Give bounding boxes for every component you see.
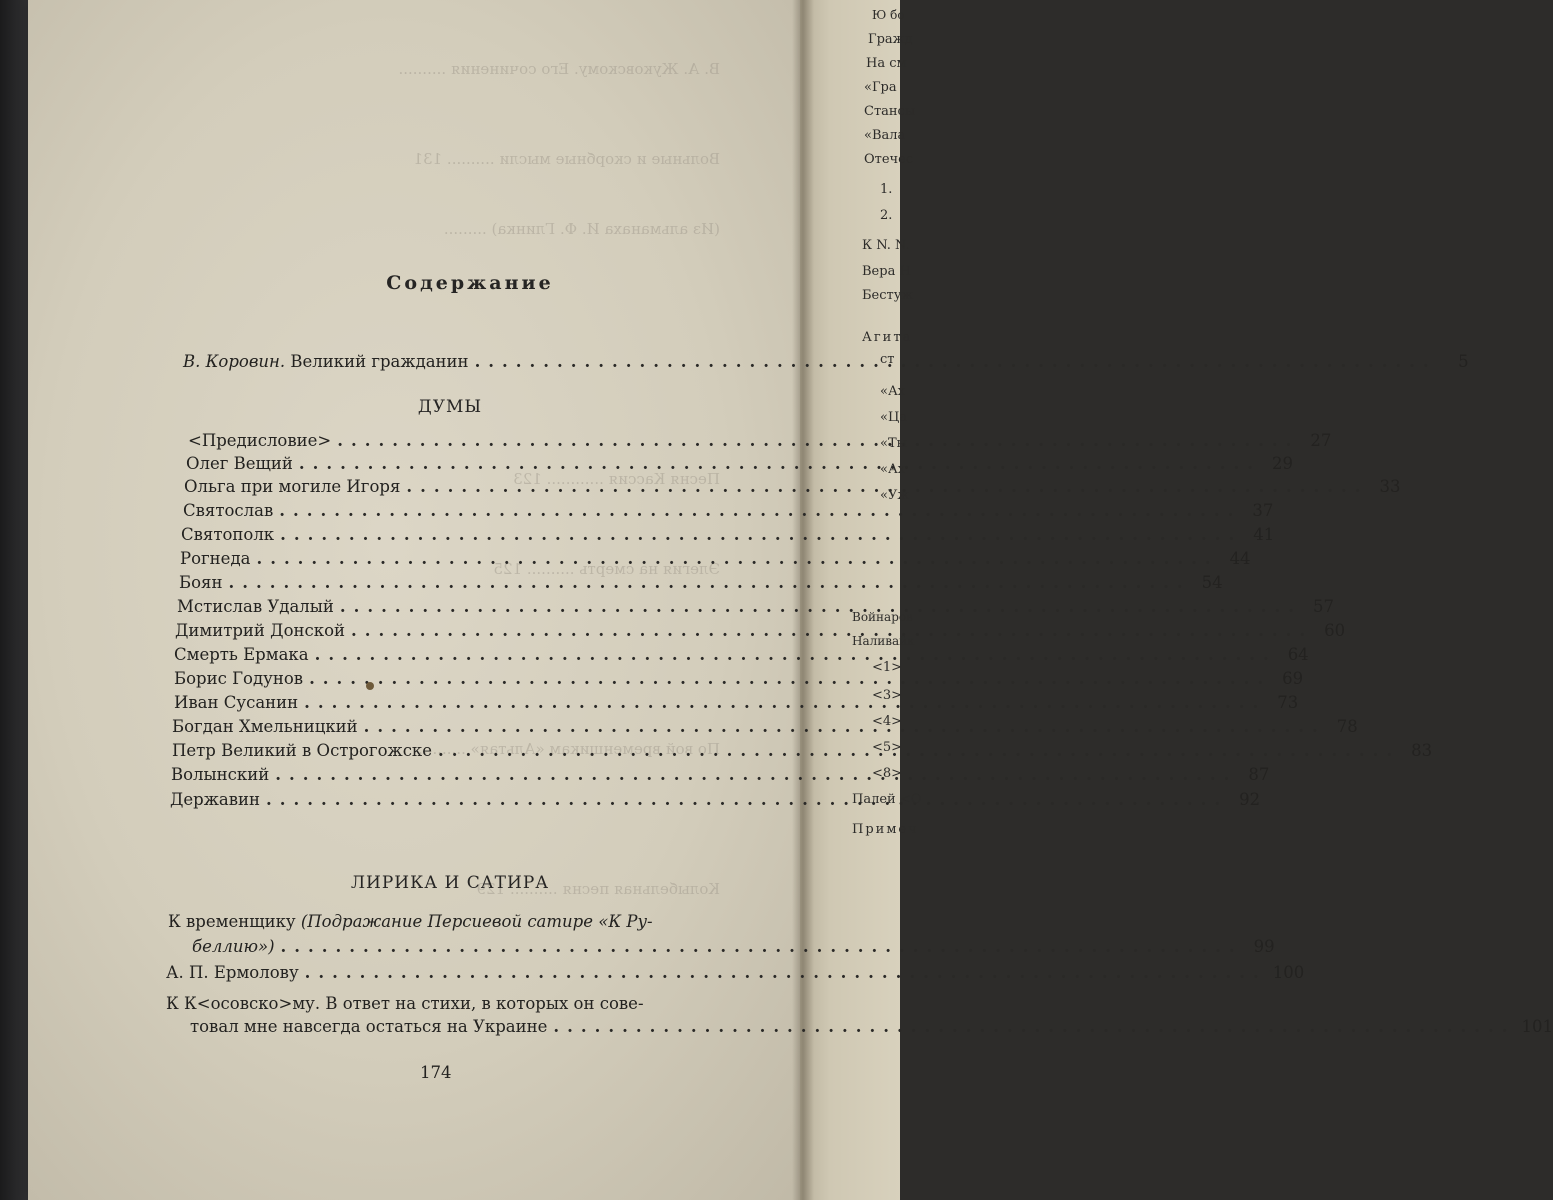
toc-page-number: 100 [1272,963,1305,982]
facing-page-text: «Вала [864,128,906,143]
facing-page-text: Примеч [852,822,919,837]
toc-page-number: 73 [1277,693,1299,712]
facing-page-text: Палей <О [852,792,922,807]
toc-page-number: 29 [1272,454,1293,473]
facing-page-text: «Ах [880,384,906,399]
toc-entry [180,549,1251,573]
leader-dots [281,937,1243,956]
toc-entry-title: Святослав [183,501,274,520]
intro-author: В. Коровин. [183,352,286,371]
toc-entry-title: К К<осовско>му. В ответ на стихи, в которых он сове- [166,994,644,1013]
toc-entry-main-title: К временщику [168,912,296,931]
toc-entry [172,741,1433,765]
toc-page-number: 99 [1253,937,1275,956]
toc-entry-title: Мстислав Удалый [177,597,334,616]
toc-page-number: 92 [1239,790,1261,809]
toc-page-number: 27 [1310,431,1332,450]
toc-entry [192,937,1275,961]
toc-entry-title: <Предисловие> [188,431,332,450]
leader-dots [309,669,1271,688]
leader-dots [256,549,1218,568]
toc-page-number: 44 [1229,549,1251,568]
toc-entry [171,765,1270,789]
toc-entry-title [168,912,653,931]
toc-entry-title: Рогнеда [180,549,251,568]
leader-dots [351,621,1313,640]
leader-dots [266,790,1228,809]
toc-entry [190,1017,1553,1041]
facing-page-text: «Ты [880,436,907,451]
toc-entry [174,669,1304,693]
leader-dots [475,352,1437,371]
contents-heading: Содержание [386,272,554,294]
toc-entry [174,693,1299,717]
leader-dots [553,1017,1515,1036]
show-through-text: Колыбельная песня .......... 129 [476,880,720,898]
facing-page-text: 2. [880,208,893,223]
leader-dots [315,645,1277,664]
show-through-text: По вой временщикам «Альтая» .......... [418,740,720,758]
leader-dots [228,573,1190,592]
facing-page-text: <4> [872,714,903,729]
leader-dots [364,717,1326,736]
toc-entry-title: Боян [179,573,223,592]
toc-page-number: 78 [1336,717,1358,736]
facing-page-text: Наливайк [852,634,915,648]
toc-entry-subtitle-cont: беллию») [192,937,275,956]
facing-page-text: «Гра [864,80,897,95]
toc-entry-title: Олег Вещий [186,454,293,473]
toc-entry-subtitle: (Подражание Персиевой сатире «К Ру- [300,912,653,931]
toc-entry-title: Богдан Хмельницкий [172,717,358,736]
show-through-text: В. А. Жуковскому. Его сочинения .......... [398,60,720,78]
toc-page-number: 37 [1252,501,1274,520]
toc-entry [179,573,1223,597]
show-through-text: (Из альманаха И. Ф. Глинка) ......... [443,220,720,238]
show-through-text: Вольные и скорбные мысли .......... 131 [413,150,720,168]
leader-dots [438,741,1400,760]
facing-page-text: <8> [872,766,903,781]
facing-page-text: 1. [880,182,893,197]
toc-page-number: 64 [1287,645,1309,664]
facing-page-text: Ю бо [872,8,905,22]
toc-entry-title: Димитрий Донской [175,621,346,640]
toc-entry-title: Петр Великий в Острогожске [172,741,433,760]
toc-entry-title: А. П. Ермолову [166,963,299,982]
leader-dots [279,501,1241,520]
facing-page-text: <1> [872,660,903,675]
facing-page-text: На см [866,56,907,71]
toc-entry [181,525,1275,549]
facing-page-text: Агита [862,330,913,345]
toc-page-number: 87 [1248,765,1270,784]
facing-page-text: Отечес [864,152,914,167]
toc-page-number: 69 [1282,669,1304,688]
show-through-text: Элегия на смерть .......... 125 [493,560,720,578]
leader-dots [337,431,1299,450]
toc-page-number: 83 [1411,741,1433,760]
section-heading-lyrics: ЛИРИКА И САТИРА [350,873,550,893]
toc-page-number: 101 [1521,1017,1553,1036]
facing-page-text: <3> [872,688,903,703]
toc-entry-title: Ольга при могиле Игоря [184,477,401,496]
facing-page-text: Бестуж [862,288,914,303]
facing-page-text: Гражд [868,32,913,47]
toc-entry-title: Иван Сусанин [174,693,299,712]
facing-page-text: ст [880,352,895,367]
toc-page-number: 54 [1201,573,1223,592]
toc-entry [172,717,1358,741]
toc-entry-title: Державин [170,790,261,809]
folio-page-number: 174 [420,1063,452,1082]
facing-page-text: «Уж [880,488,910,503]
toc-page-number: 5 [1458,352,1469,371]
toc-entry-title: Святополк [181,525,275,544]
leader-dots [340,597,1302,616]
toc-page-number: 60 [1324,621,1346,640]
toc-entry-title: Борис Годунов [174,669,304,688]
leader-dots [305,963,1267,982]
toc-page-number: 57 [1313,597,1334,616]
facing-page-text: «Ца [880,410,908,425]
leader-dots [280,525,1242,544]
leader-dots [299,454,1261,473]
show-through-text: Песня Кассия ............ 123 [513,470,720,488]
toc-entry [174,645,1309,669]
facing-page-text: Стансы [864,104,916,119]
toc-entry [166,963,1305,987]
facing-page-text: К N. N. [862,238,910,253]
facing-page-text: Вера Н [862,264,911,279]
toc-page-number: 33 [1379,477,1401,496]
paper-stain [366,682,374,690]
toc-entry-title-cont: товал мне навсегда остаться на Украине [190,1017,548,1036]
facing-page-text: <5> [872,740,903,755]
facing-page-text: «Ах [880,462,906,477]
intro-title: Великий гражданин [290,352,469,371]
leader-dots [304,693,1266,712]
toc-entry-title [183,352,469,371]
facing-page-text: Войнаров [852,610,913,624]
section-heading-dumy: ДУМЫ [417,397,483,417]
toc-entry-title: Смерть Ермака [174,645,309,664]
toc-entry [183,501,1274,525]
toc-page-number: 41 [1253,525,1275,544]
leader-dots [275,765,1237,784]
toc-entry-title: Волынский [171,765,270,784]
